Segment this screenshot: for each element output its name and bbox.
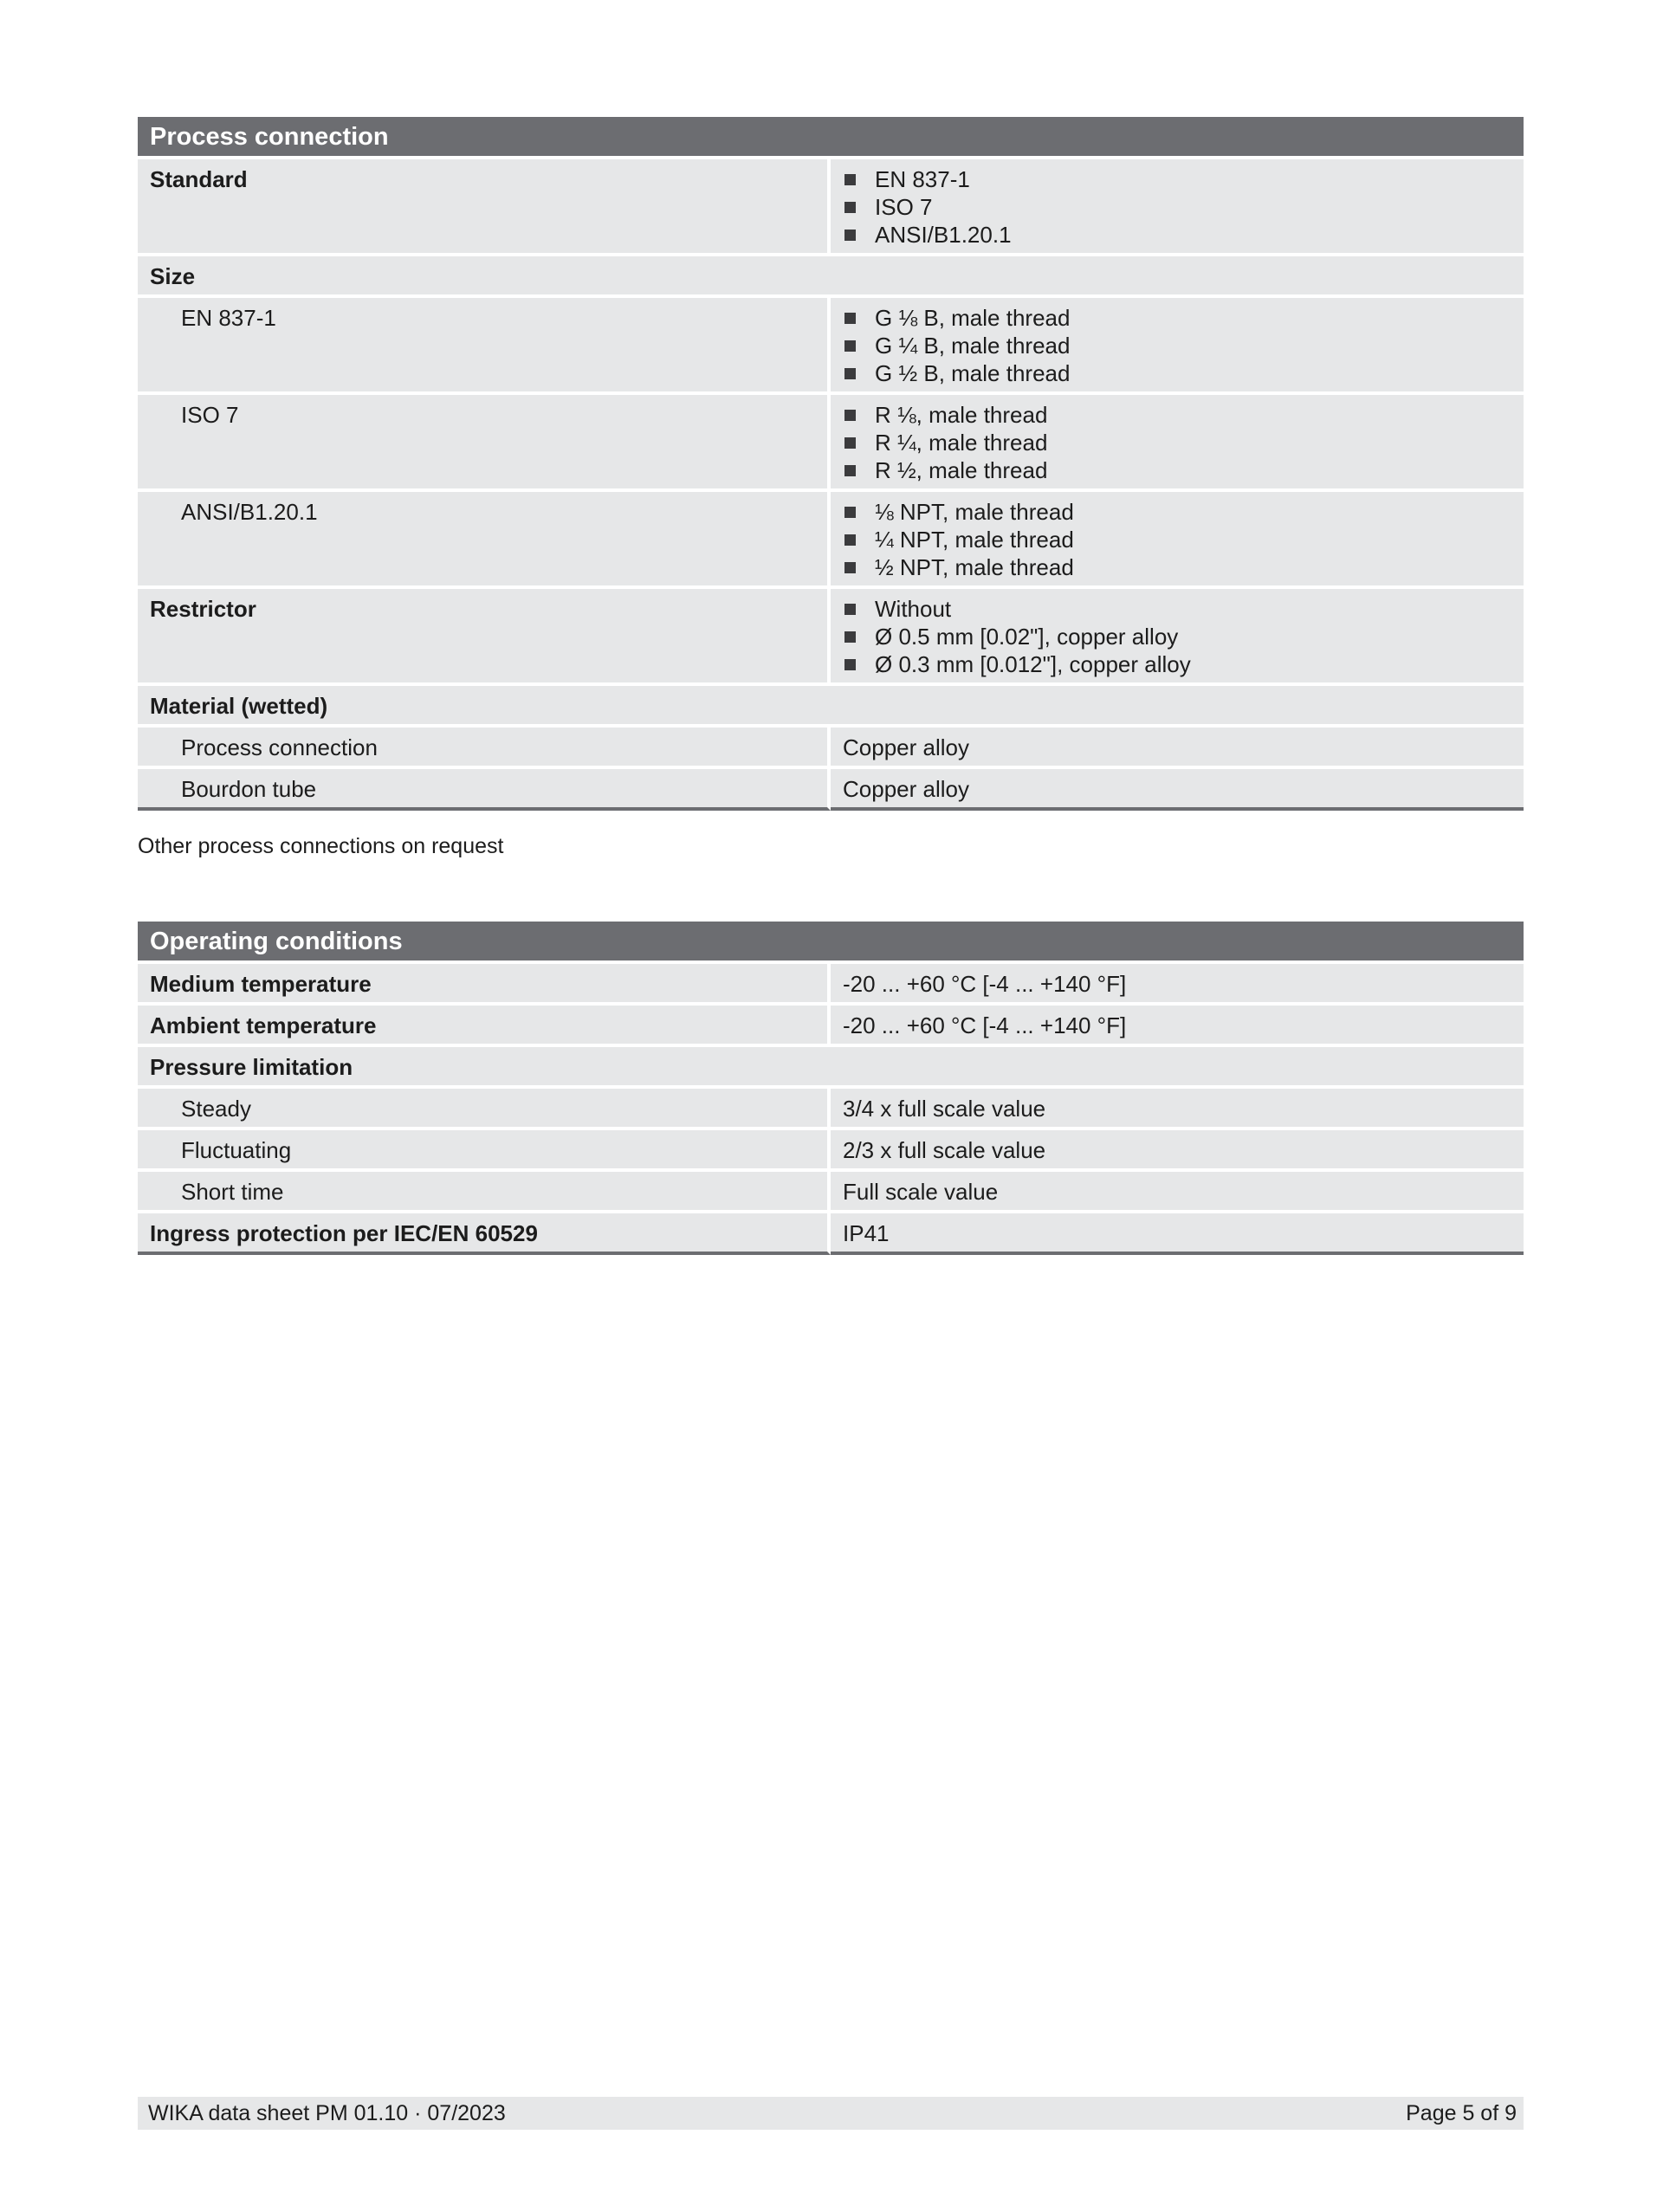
bullet-list	[843, 595, 1511, 678]
material-label: Material (wetted)	[138, 686, 1524, 724]
list-item	[843, 221, 1511, 249]
list-item-text: R ⅛, male thread	[875, 402, 1048, 428]
bullet-list	[843, 401, 1511, 484]
square-bullet-icon	[844, 562, 856, 573]
list-item-text: ½ NPT, male thread	[875, 554, 1074, 580]
material-bourdon-tube-value: Copper alloy	[831, 769, 1524, 811]
square-bullet-icon	[844, 465, 856, 476]
short-time-value: Full scale value	[831, 1172, 1524, 1210]
table-row	[138, 1130, 1524, 1168]
size-en837-label: EN 837-1	[138, 298, 831, 391]
section-header-row	[138, 922, 1524, 960]
size-ansi-value	[831, 492, 1524, 585]
material-bourdon-tube-label: Bourdon tube	[138, 769, 831, 811]
list-item	[843, 595, 1511, 623]
footer-page-number: Page 5 of 9	[1406, 2101, 1517, 2125]
table-row	[138, 589, 1524, 682]
fluctuating-value: 2/3 x full scale value	[831, 1130, 1524, 1168]
list-item	[843, 165, 1511, 193]
list-item	[843, 359, 1511, 387]
list-item-text: G ½ B, male thread	[875, 360, 1071, 386]
ambient-temperature-value: -20 ... +60 °C [-4 ... +140 °F]	[831, 1006, 1524, 1044]
table-row	[138, 395, 1524, 488]
table-row	[138, 1089, 1524, 1127]
list-item	[843, 332, 1511, 359]
list-item	[843, 401, 1511, 429]
square-bullet-icon	[844, 631, 856, 643]
footer-document-reference: WIKA data sheet PM 01.10 · 07/2023	[148, 2101, 506, 2125]
standard-value	[831, 159, 1524, 253]
material-process-connection-label: Process connection	[138, 728, 831, 766]
size-iso7-value	[831, 395, 1524, 488]
list-item-text: G ¼ B, male thread	[875, 333, 1071, 359]
ambient-temperature-label: Ambient temperature	[138, 1006, 831, 1044]
standard-label: Standard	[138, 159, 831, 253]
square-bullet-icon	[844, 534, 856, 546]
restrictor-value	[831, 589, 1524, 682]
list-item-text: G ⅛ B, male thread	[875, 305, 1071, 331]
table-row	[138, 492, 1524, 585]
list-item-text: ANSI/B1.20.1	[875, 222, 1012, 248]
process-connection-table	[138, 113, 1524, 814]
square-bullet-icon	[844, 437, 856, 449]
operating-conditions-table	[138, 918, 1524, 1258]
square-bullet-icon	[844, 410, 856, 421]
table-row	[138, 298, 1524, 391]
steady-value: 3/4 x full scale value	[831, 1089, 1524, 1127]
list-item	[843, 304, 1511, 332]
table-row	[138, 1213, 1524, 1255]
fluctuating-label: Fluctuating	[138, 1130, 831, 1168]
square-bullet-icon	[844, 313, 856, 324]
list-item-text: Ø 0.5 mm [0.02"], copper alloy	[875, 624, 1179, 650]
bullet-list	[843, 498, 1511, 581]
pressure-limitation-label: Pressure limitation	[138, 1047, 1524, 1085]
ingress-protection-value: IP41	[831, 1213, 1524, 1255]
list-item-text: Ø 0.3 mm [0.012"], copper alloy	[875, 651, 1191, 677]
table-row	[138, 728, 1524, 766]
square-bullet-icon	[844, 230, 856, 241]
steady-label: Steady	[138, 1089, 831, 1127]
square-bullet-icon	[844, 340, 856, 352]
table-row	[138, 686, 1524, 724]
table-row	[138, 1006, 1524, 1044]
restrictor-label: Restrictor	[138, 589, 831, 682]
square-bullet-icon	[844, 659, 856, 670]
size-ansi-label: ANSI/B1.20.1	[138, 492, 831, 585]
list-item	[843, 650, 1511, 678]
table-row	[138, 964, 1524, 1002]
medium-temperature-value: -20 ... +60 °C [-4 ... +140 °F]	[831, 964, 1524, 1002]
size-en837-value	[831, 298, 1524, 391]
medium-temperature-label: Medium temperature	[138, 964, 831, 1002]
table-row	[138, 1047, 1524, 1085]
table-row	[138, 1172, 1524, 1210]
bullet-list	[843, 304, 1511, 387]
size-iso7-label: ISO 7	[138, 395, 831, 488]
list-item	[843, 623, 1511, 650]
ingress-protection-label: Ingress protection per IEC/EN 60529	[138, 1213, 831, 1255]
list-item	[843, 498, 1511, 526]
table-row	[138, 769, 1524, 811]
table-row	[138, 256, 1524, 294]
list-item-text: Without	[875, 596, 952, 622]
list-item	[843, 456, 1511, 484]
section-title: Operating conditions	[138, 922, 1524, 960]
square-bullet-icon	[844, 368, 856, 379]
square-bullet-icon	[844, 604, 856, 615]
list-item-text: ¼ NPT, male thread	[875, 527, 1074, 553]
table-row	[138, 159, 1524, 253]
square-bullet-icon	[844, 174, 856, 185]
short-time-label: Short time	[138, 1172, 831, 1210]
square-bullet-icon	[844, 202, 856, 213]
list-item-text: ⅛ NPT, male thread	[875, 499, 1074, 525]
list-item-text: EN 837-1	[875, 166, 970, 192]
size-label: Size	[138, 256, 1524, 294]
list-item-text: R ¼, male thread	[875, 430, 1048, 456]
material-process-connection-value: Copper alloy	[831, 728, 1524, 766]
page-footer	[138, 2097, 1524, 2130]
list-item	[843, 429, 1511, 456]
square-bullet-icon	[844, 507, 856, 518]
list-item	[843, 526, 1511, 553]
list-item	[843, 553, 1511, 581]
list-item-text: R ½, male thread	[875, 457, 1048, 483]
list-item-text: ISO 7	[875, 194, 933, 220]
process-connection-note: Other process connections on request	[138, 834, 504, 858]
section-header-row	[138, 117, 1524, 156]
list-item	[843, 193, 1511, 221]
section-title: Process connection	[138, 117, 1524, 156]
bullet-list	[843, 165, 1511, 249]
